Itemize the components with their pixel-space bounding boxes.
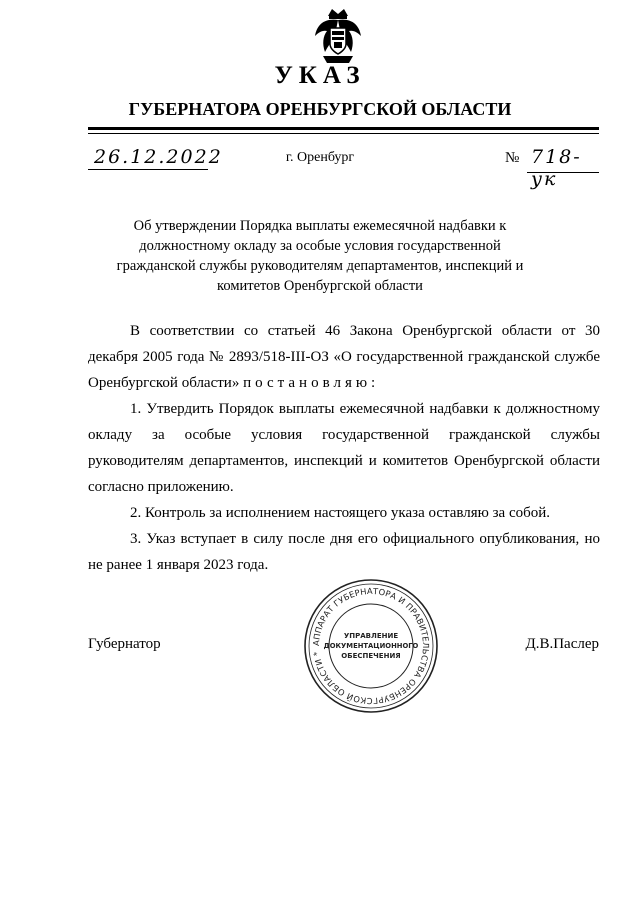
decree-word: постановляю: xyxy=(243,375,380,391)
number-underline xyxy=(527,172,599,173)
decree-body xyxy=(88,318,600,578)
seal-ring-text: АППАРАТ ГУБЕРНАТОРА И ПРАВИТЕЛЬСТВА ОРЕНБУРГСКОЙ ОБЛАСТИ * xyxy=(310,585,432,707)
number-sign: № xyxy=(505,150,520,166)
preamble-paragraph xyxy=(88,318,600,396)
signer-position: Губернатор xyxy=(88,636,161,652)
item-1: 1. Утвердить Порядок выплаты ежемесячной надбавки к должностному окладу за особые условия государственной гражданской службы руководителям департаментов, инспекций и комитетов Оренбургской области согласно приложению. xyxy=(88,401,600,495)
seal-center-line-2: ДОКУМЕНТАЦИОННОГО xyxy=(323,642,419,650)
item-3: 3. Указ вступает в силу после дня его официального опубликования, но не ранее 1 января 2023 года. xyxy=(88,531,600,573)
document-type-title: УКАЗ xyxy=(274,62,366,89)
issuer-title: ГУБЕРНАТОРА ОРЕНБУРГСКОЙ ОБЛАСТИ xyxy=(128,99,512,119)
preamble-text: В соответствии со статьей 46 Закона Оренбургской области от 30 декабря 2005 года № 2893/518-III-ОЗ «О государственной гражданской службе Оренбургской области» xyxy=(88,323,600,391)
seal-center-line-1: УПРАВЛЕНИЕ xyxy=(343,632,399,640)
header-rule-thin xyxy=(88,133,599,134)
signer-name: Д.В.Паслер xyxy=(525,636,599,652)
coat-of-arms-icon xyxy=(303,6,373,66)
city-label: г. Оренбург xyxy=(285,150,355,165)
date-underline xyxy=(88,169,208,170)
item-2: 2. Контроль за исполнением настоящего указа оставляю за собой. xyxy=(130,505,551,521)
header-rule-thick xyxy=(88,127,599,130)
official-seal xyxy=(303,578,439,714)
handwritten-number: 718-ук xyxy=(531,146,582,190)
handwritten-date: 26.12.2022 xyxy=(94,146,223,168)
seal-center-line-3: ОБЕСПЕЧЕНИЯ xyxy=(341,652,401,660)
decree-subject: Об утверждении Порядка выплаты ежемесячной надбавки к должностному окладу за особые условия государственной гражданской службы руководителям департаментов, инспекций и комитетов Оренбургской области xyxy=(116,218,524,294)
